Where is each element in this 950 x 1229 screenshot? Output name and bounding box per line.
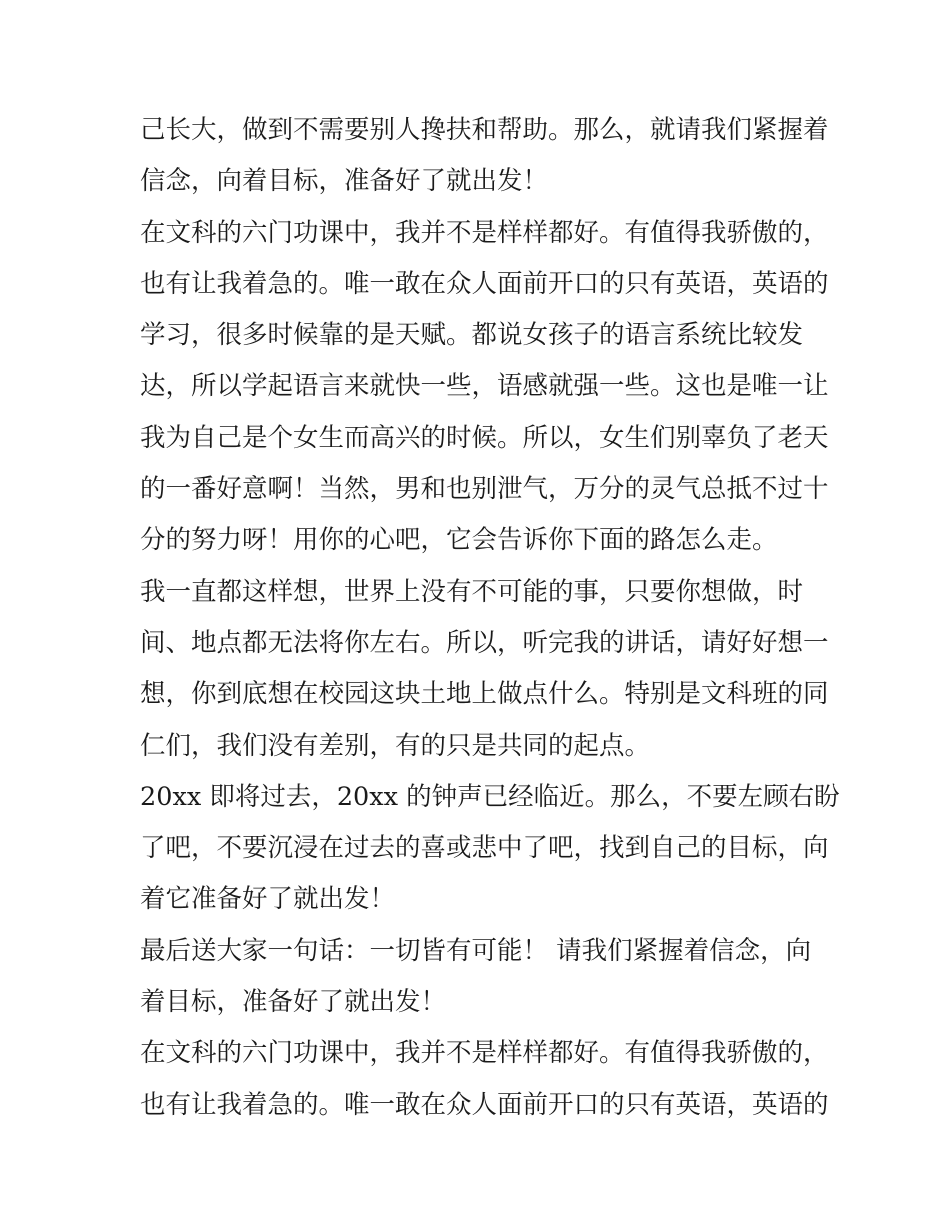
text-line: 20xx 即将过去，20xx 的钟声已经临近。那么，不要左顾右盼	[140, 781, 840, 812]
text-line: 着目标，准备好了就出发！	[140, 987, 447, 1018]
text-line: 了吧，不要沉浸在过去的喜或悲中了吧，找到自己的目标，向	[140, 833, 829, 864]
text-line: 达，所以学起语言来就快一些，语感就强一些。这也是唯一让	[140, 371, 829, 402]
text-line: 想，你到底想在校园这块土地上做点什么。特别是文科班的同	[140, 679, 829, 710]
text-line: 己长大，做到不需要别人搀扶和帮助。那么，就请我们紧握着	[140, 115, 829, 145]
text-line: 也有让我着急的。唯一敢在众人面前开口的只有英语，英语的	[140, 268, 829, 299]
text-line: 着它准备好了就出发！	[140, 884, 396, 915]
text-line: 在文科的六门功课中，我并不是样样都好。有值得我骄傲的，	[140, 217, 829, 248]
text-line: 我一直都这样想，世界上没有不可能的事，只要你想做，时	[140, 576, 804, 607]
text-line: 的一番好意啊！当然，男和也别泄气，万分的灵气总抵不过十	[140, 474, 829, 505]
text-line: 最后送大家一句话：一切皆有可能！ 请我们紧握着信念，向	[140, 935, 812, 966]
text-line: 我为自己是个女生而高兴的时候。所以，女生们别辜负了老天	[140, 422, 829, 453]
text-line: 仁们，我们没有差别，有的只是共同的起点。	[140, 730, 651, 761]
text-line: 学习，很多时候靠的是天赋。都说女孩子的语言系统比较发	[140, 320, 804, 351]
text-line: 分的努力呀！用你的心吧，它会告诉你下面的路怎么走。	[140, 525, 778, 556]
text-line: 也有让我着急的。唯一敢在众人面前开口的只有英语，英语的	[140, 1089, 829, 1120]
text-line: 在文科的六门功课中，我并不是样样都好。有值得我骄傲的，	[140, 1038, 829, 1069]
text-line: 信念，向着目标，准备好了就出发！	[140, 166, 549, 197]
text-line: 间、地点都无法将你左右。所以，听完我的讲话，请好好想一	[140, 627, 829, 658]
